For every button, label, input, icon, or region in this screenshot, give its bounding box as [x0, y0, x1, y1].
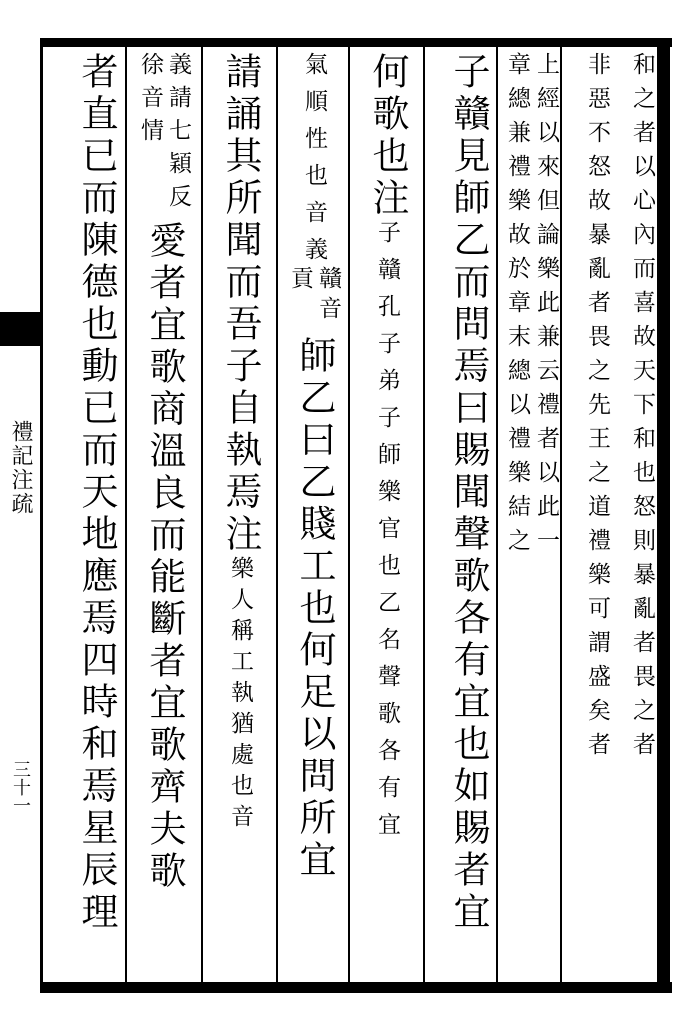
commentary-text: 氣順性也音義	[301, 52, 327, 274]
main-text: 何歌也注	[366, 52, 409, 220]
column-separator	[276, 46, 278, 982]
main-text: 愛者宜歌商溫良而能斷者宜歌齊夫歌	[143, 221, 186, 893]
main-text: 師乙曰乙賤工也何足以問所宜	[293, 336, 336, 882]
phonetic-note-line: 義請七穎反	[165, 52, 191, 217]
column-separator	[201, 46, 203, 982]
commentary-line: 章總兼禮樂故於章末總以禮樂結之	[504, 52, 530, 562]
frame-top-rule	[40, 38, 672, 47]
main-text: 請誦其所聞而吾子自執焉注	[219, 52, 262, 556]
commentary-text: 樂人稱工執猶處也音	[227, 556, 253, 835]
frame-right-rule	[657, 38, 670, 993]
fishtail-mark	[0, 312, 42, 346]
frame-bottom-rule	[40, 982, 672, 993]
column-separator	[423, 46, 425, 982]
phonetic-note-line: 贛音	[315, 266, 341, 326]
phonetic-note-line: 徐音情	[137, 52, 163, 151]
main-text-column	[206, 52, 274, 977]
commentary-column	[502, 52, 560, 977]
main-text-column: 子贛見師乙而問焉曰賜聞聲歌各有宜也如賜者宜	[447, 52, 490, 934]
phonetic-note	[136, 52, 192, 217]
column-separator	[496, 46, 498, 982]
commentary-line: 和之者以心內而喜故天下和也怒則暴亂者畏之者	[629, 52, 655, 766]
column-separator	[348, 46, 350, 982]
main-text-column	[281, 52, 347, 977]
main-text-column	[353, 52, 421, 977]
commentary-line: 上經以來但論樂此兼云禮者以此一	[533, 52, 559, 562]
margin-title: 禮記注疏	[8, 420, 33, 516]
main-text-column	[130, 52, 198, 977]
phonetic-note-line: 貢	[287, 266, 313, 296]
main-text-column: 者直已而陳德也動已而天地應焉四時和焉星辰理	[75, 52, 118, 934]
phonetic-note	[286, 266, 342, 326]
commentary-text: 子贛孔子弟子師樂官也乙名聲歌各有宜	[374, 220, 400, 849]
column-separator	[125, 46, 127, 982]
column-separator	[560, 46, 562, 982]
commentary-line: 非惡不怒故暴亂者畏之先王之道禮樂可謂盛矣者	[584, 52, 610, 766]
frame-left-rule	[40, 38, 43, 993]
commentary-column	[566, 52, 656, 977]
page-number: 三十一	[10, 760, 31, 814]
